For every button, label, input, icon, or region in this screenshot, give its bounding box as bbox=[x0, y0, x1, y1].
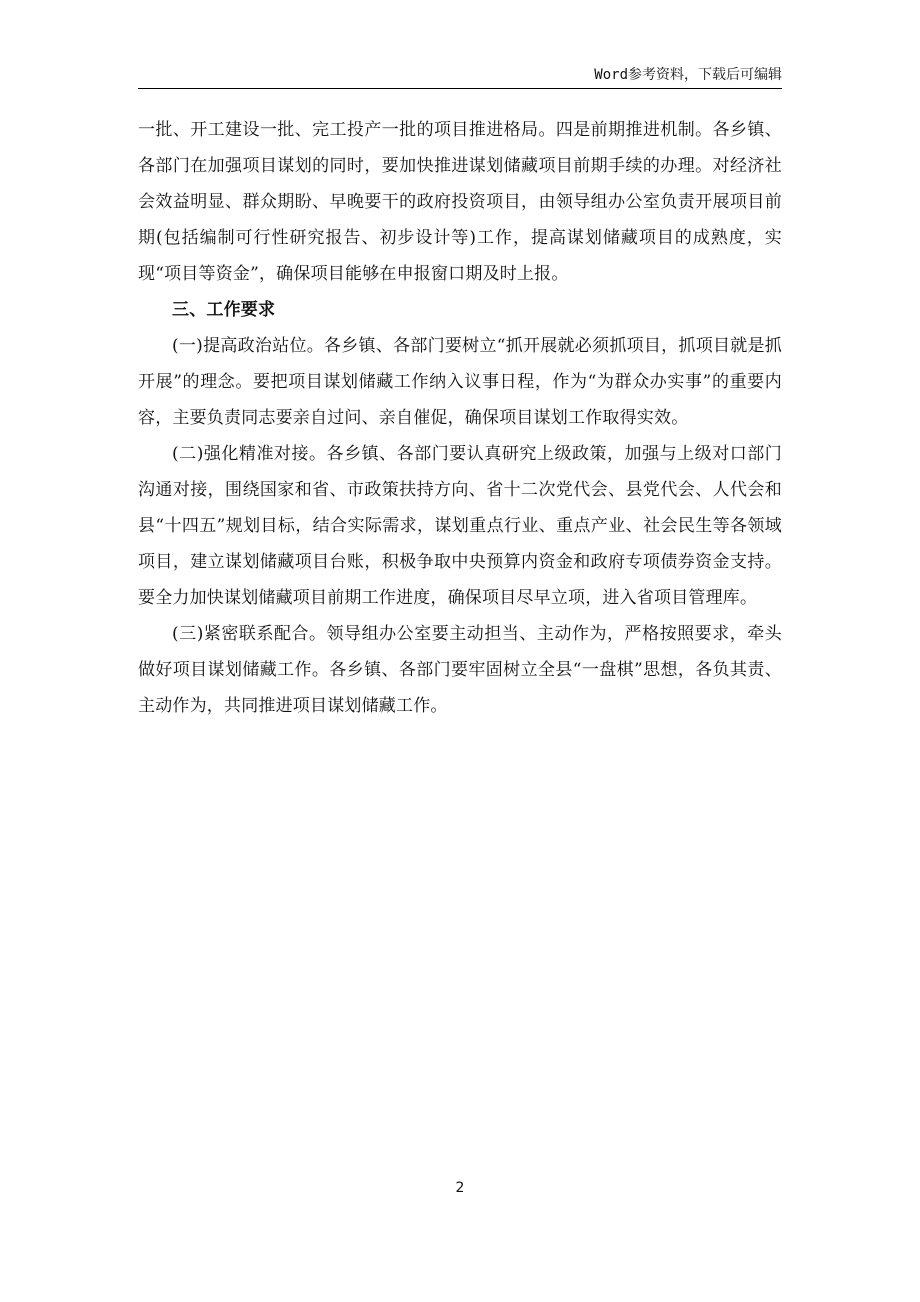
section-heading: 三、工作要求 bbox=[172, 300, 276, 320]
page-header bbox=[138, 64, 782, 89]
paragraph-item-2: (二)强化精准对接。各乡镇、各部门要认真研究上级政策，加强与上级对口部门沟通对接，围绕国家和省、市政策扶持方向、省十二次党代会、县党代会、人代会和县“十四五”规划目标，结合实际需求，谋划重点行业、重点产业、社会民生等各领域项目，建立谋划储藏项目台账，积极争取中央预算内资金和政府专项债券资金支持。要全力加快谋划储藏项目前期工作进度，确保项目尽早立项，进入省项目管理库。 bbox=[138, 444, 782, 608]
paragraph-item-1: (一)提高政治站位。各乡镇、各部门要树立“抓开展就必须抓项目，抓项目就是抓开展”的理念。要把项目谋划储藏工作纳入议事日程，作为“为群众办实事”的重要内容，主要负责同志要亲自过问、亲自催促，确保项目谋划工作取得实效。 bbox=[138, 336, 782, 428]
page-number: 2 bbox=[455, 1180, 465, 1196]
paragraph-continuation: 一批、开工建设一批、完工投产一批的项目推进格局。四是前期推进机制。各乡镇、各部门在加强项目谋划的同时，要加快推进谋划储藏项目前期手续的办理。对经济社会效益明显、群众期盼、早晚要干的政府投资项目，由领导组办公室负责开展项目前期(包括编制可行性研究报告、初步设计等)工作，提高谋划储藏项目的成熟度，实现“项目等资金”，确保项目能够在申报窗口期及时上报。 bbox=[138, 120, 782, 284]
paragraph-item-3: (三)紧密联系配合。领导组办公室要主动担当、主动作为，严格按照要求，牵头做好项目谋划储藏工作。各乡镇、各部门要牢固树立全县“一盘棋”思想，各负其责、主动作为，共同推进项目谋划储藏工作。 bbox=[138, 624, 782, 716]
document-body bbox=[138, 112, 782, 724]
header-text: Word参考资料，下载后可编辑 bbox=[594, 67, 782, 83]
